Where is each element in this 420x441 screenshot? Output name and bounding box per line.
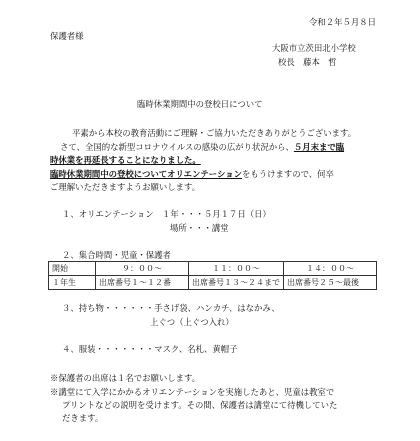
- note-2-line-1: ※講堂にて入学にかかるオリエンテーションを実施したあと、児童は教室で: [50, 387, 335, 397]
- item-place: 場所・・・講堂: [170, 223, 229, 233]
- item-schedule-title: ２、集合時間・児童・保護者: [62, 250, 171, 260]
- table-cell: 出席番号１～１２番: [96, 276, 189, 290]
- intro-line-4: [50, 169, 334, 180]
- intro-line-4-emphasis: 臨時休業期間中の登校についてオリエンテーション: [50, 169, 242, 179]
- note-2-line-2: プリントなどの説明を受けます。その間、保護者は講堂にて待機していた: [62, 400, 338, 410]
- document-title: 臨時休業期間中の登校日について: [137, 99, 263, 109]
- intro-line-1: 平素から本校の教育活動にご理解・ご協力いただきありがとうございます。: [72, 128, 357, 138]
- principal-name: 校長 藤本 哲: [278, 57, 337, 67]
- item-belongings-2: 上ぐつ（上ぐつ入れ）: [150, 317, 234, 327]
- table-cell: 出席番号２５～最後: [284, 276, 377, 290]
- table-header-row: [49, 262, 377, 276]
- table-cell: 開始: [49, 262, 96, 276]
- intro-line-3-emphasis: 時休業を再延長することになりました。: [50, 155, 201, 165]
- table-cell: １年生: [49, 276, 96, 290]
- table-cell: 出席番号１３～２４まで: [189, 276, 284, 290]
- intro-line-2-emphasis: ５月末まで臨: [293, 142, 345, 152]
- schedule-table: [48, 261, 377, 290]
- intro-line-5: ご理解いただきますようお願いします。: [50, 182, 201, 192]
- intro-line-4-text: をもうけますので、何卒: [241, 169, 334, 179]
- table-row: [49, 276, 377, 290]
- addressee: 保護者様: [50, 31, 84, 41]
- item-clothing: ４、服装・・・・・・・マスク、名札、黄帽子: [62, 344, 238, 354]
- table-cell: ９：００～: [96, 262, 189, 276]
- table-cell: １４：００～: [284, 262, 377, 276]
- item-belongings: ３、持ち物・・・・・・手さげ袋、ハンカチ、はなかみ、: [62, 303, 280, 313]
- note-2-line-3: だきます。: [62, 413, 104, 423]
- intro-line-2-text: さて、全国的な新型コロナウイルスの感染の広がり状況から、: [60, 142, 294, 152]
- school-name: 大阪市立茨田北小学校: [272, 43, 356, 53]
- note-1: ※保護者の出席は１名でお願いします。: [50, 373, 201, 383]
- table-cell: １１：００～: [189, 262, 284, 276]
- item-orientation: １、オリエンテーション １年・・・５月１７日（日）: [62, 209, 271, 219]
- date: 令和２年５月８日: [309, 17, 376, 27]
- intro-line-2: [60, 142, 344, 153]
